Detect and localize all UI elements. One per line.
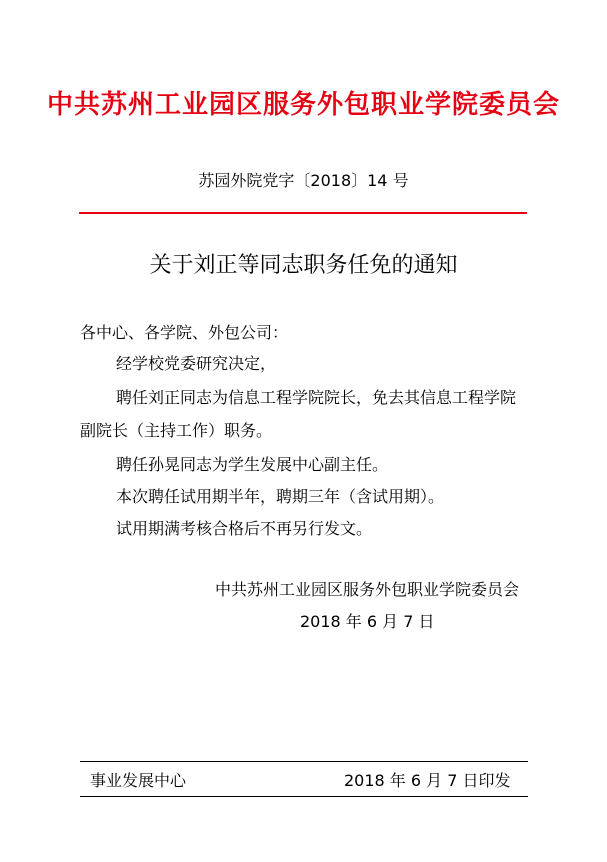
document-number: 苏园外院党字〔2018〕14 号: [198, 171, 409, 190]
document-title: 关于刘正等同志职务任免的通知: [149, 253, 458, 278]
body-paragraph: 本次聘任试用期半年，聘期三年（含试用期）。: [116, 487, 445, 506]
body-paragraph: 试用期满考核合格后不再另行发文。: [116, 519, 373, 538]
salutation: 各中心、各学院、外包公司：: [80, 323, 289, 342]
signature-date: 2018 年 6 月 7 日: [300, 612, 435, 631]
body-paragraph: 聘任刘正同志为信息工程学院院长，免去其信息工程学院: [116, 388, 517, 407]
issuer-header: 中共苏州工业园区服务外包职业学院委员会: [46, 90, 560, 120]
body-paragraph: 经学校党委研究决定，: [116, 354, 277, 373]
footer-top-rule: [80, 761, 528, 762]
signature-organization: 中共苏州工业园区服务外包职业学院委员会: [215, 580, 520, 599]
body-paragraph-continuation: 副院长（主持工作）职务。: [80, 421, 273, 440]
red-divider-line: [79, 212, 527, 214]
footer-department: 事业发展中心: [90, 771, 187, 790]
footer-bottom-rule: [80, 796, 528, 797]
body-paragraph: 聘任孙晃同志为学生发展中心副主任。: [116, 455, 389, 474]
footer-print-date: 2018 年 6 月 7 日印发: [344, 771, 511, 790]
